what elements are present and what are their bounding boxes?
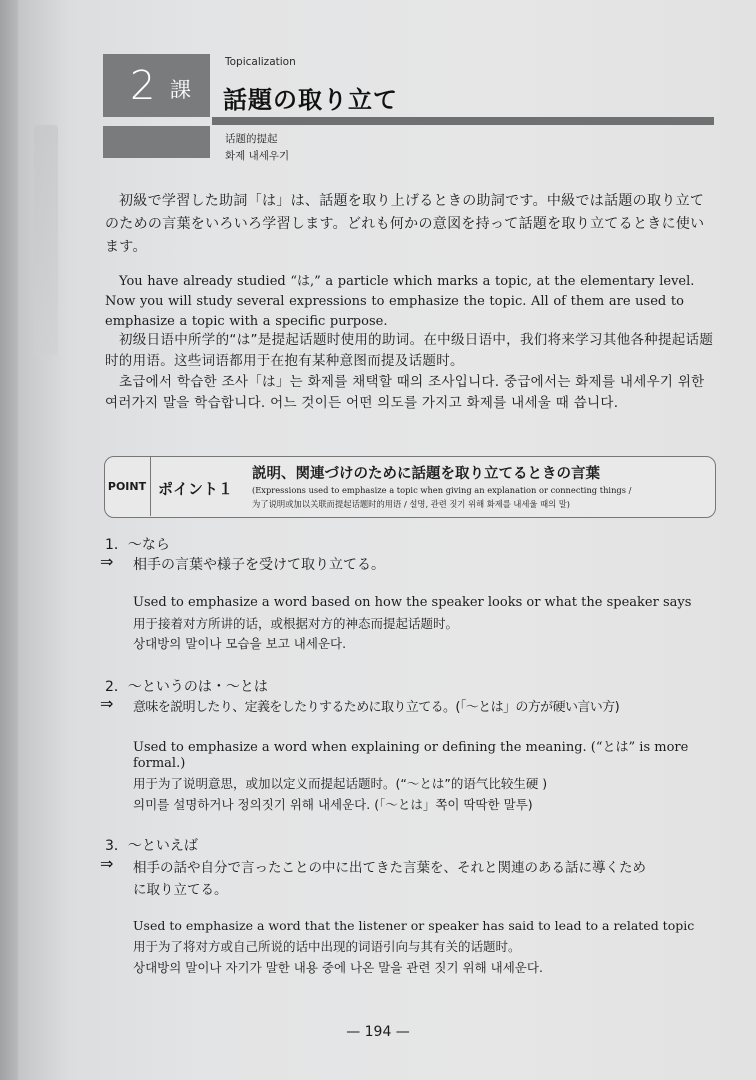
item-2-heading: 2．～というのは・～とは xyxy=(105,679,268,695)
arrow-icon: ⇒ xyxy=(100,552,114,571)
title-underline xyxy=(212,117,714,125)
topic-english: Topicalization xyxy=(225,56,296,68)
item-2-japanese: 意味を説明したり、定義をしたりするために取り立てる。(「～とは」の方が硬い言い方) xyxy=(133,700,620,715)
item-2-english: Used to emphasize a word when explaining or defining the meaning. (“とは” is more xyxy=(133,740,689,755)
intro-chinese: 初级日语中所学的“は”是提起话题时使用的助词。在中级日语中，我们将来学习其他各种提起话题时的用语。这些词语都用于在抱有某种意图而提及话题时。 xyxy=(105,332,714,369)
point-english: (Expressions used to emphasize a topic when giving an explanation or connecting things / xyxy=(252,485,632,495)
item-2-english-cont: formal.) xyxy=(133,756,186,771)
arrow-icon: ⇒ xyxy=(100,854,114,873)
intro-japanese: 初級で学習した助詞「は」は、話題を取り上げるときの助詞です。中級では話題の取り立てのための言葉をいろいろ学習します。どれも何かの意図を持って話題を取り立てるときに使います。 xyxy=(105,193,705,255)
item-1-chinese: 用于接着对方所讲的话，或根据对方的神态而提起话题时。 xyxy=(133,616,459,631)
point-name: ポイント１ xyxy=(158,480,234,498)
page-title: 話題の取り立て xyxy=(223,86,398,114)
intro-english: You have already studied “は,” a particle which marks a topic, at the elementary level. Now you will study several expressions to emphasize the topic. All of them are used to emphasize a topic with a specific purpose. xyxy=(105,274,695,329)
item-3-korean: 상대방의 말이나 자기가 말한 내용 중에 나온 말을 관련 짓기 위해 내세운다. xyxy=(133,960,543,975)
item-3-japanese: 相手の話や自分で言ったことの中に出てきた言葉を、それと関連のある話に導くため xyxy=(133,860,646,876)
arrow-icon: ⇒ xyxy=(100,694,114,713)
item-2-korean: 의미를 설명하거나 정의짓기 위해 내세운다. (「～とは」쪽이 딱딱한 말투) xyxy=(133,797,533,812)
page-number: — 194 — xyxy=(346,1024,410,1040)
item-1-korean: 상대방의 말이나 모습을 보고 내세운다. xyxy=(133,636,347,651)
point-label: POINT xyxy=(104,456,151,516)
lesson-label: 課 xyxy=(170,78,191,102)
item-3-heading: 3．～といえば xyxy=(105,838,198,854)
point-title: 説明、関連づけのために話題を取り立てるときの言葉 xyxy=(252,466,600,482)
book-spine-shadow xyxy=(0,0,18,1080)
lesson-number: 2 xyxy=(130,63,156,109)
title-korean: 화제 내세우기 xyxy=(225,150,290,162)
item-3-chinese: 用于为了将对方或自己所说的话中出现的词语引向与其有关的话题时。 xyxy=(133,939,521,954)
item-1-heading: 1．～なら xyxy=(105,537,170,553)
item-1-english: Used to emphasize a word based on how the speaker looks or what the speaker says xyxy=(133,595,692,610)
item-3-english: Used to emphasize a word that the listener or speaker has said to lead to a related topic xyxy=(133,918,695,933)
intro-korean: 초급에서 학습한 조사「は」는 화제를 채택할 때의 조사입니다. 중급에서는 화제를 내세우기 위한 여러가지 말을 학습합니다. 어느 것이든 어떤 의도를 가지고 화제를 내세울 때 씁니다. xyxy=(105,374,705,411)
title-chinese: 话题的提起 xyxy=(225,133,278,145)
item-3-japanese-cont: に取り立てる。 xyxy=(133,882,228,898)
lesson-subtitle-box xyxy=(103,126,210,158)
point-chinese-korean: 为了说明或加以关联而提起话题时的用语 / 설명, 관련 짓기 위해 화제를 내세울 때의 말) xyxy=(252,499,571,509)
item-1-japanese: 相手の言葉や様子を受けて取り立てる。 xyxy=(133,557,385,573)
item-2-chinese: 用于为了说明意思，或加以定义而提起话题时。(“～とは”的语气比较生硬 ) xyxy=(133,776,548,791)
show-through-tab xyxy=(34,125,58,355)
lesson-number-box xyxy=(103,54,210,117)
